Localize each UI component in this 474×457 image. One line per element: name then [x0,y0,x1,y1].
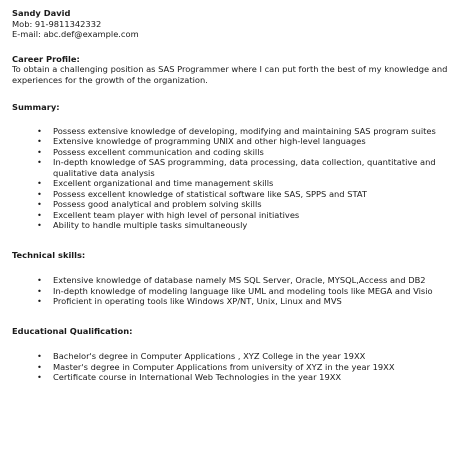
list-item: • Possess excellent knowledge of statistical software like SAS, SPPS and STAT [12,189,468,200]
list-item: • Possess extensive knowledge of developing, modifying and maintaining SAS program suites [12,126,468,137]
career-profile-section [12,54,468,86]
list-item: • Possess excellent communication and coding skills [12,147,468,158]
contact-block [12,8,468,40]
candidate-name: Sandy David [12,8,71,18]
education-heading: Educational Qualification: [12,325,133,336]
list-item: • Bachelor's degree in Computer Applications , XYZ College in the year 19XX [12,351,468,362]
career-profile-heading: Career Profile: [12,53,80,64]
education-list [12,351,468,383]
education-section [12,326,468,383]
career-profile-text: To obtain a challenging position as SAS Programmer where I can put forth the best of my knowledge and experiences for the growth of the organization. [12,64,448,85]
list-item: • Excellent organizational and time management skills [12,178,468,189]
list-item: • Possess good analytical and problem solving skills [12,199,468,210]
mobile-number: Mob: 91-9811342332 [12,18,102,29]
list-item: • Extensive knowledge of database namely MS SQL Server, Oracle, MYSQL,Access and DB2 [12,275,468,286]
list-item: • Excellent team player with high level of personal initiatives [12,210,468,221]
list-item: • Certificate course in International Web Technologies in the year 19XX [12,372,468,383]
technical-skills-section [12,250,468,307]
list-item: • Proficient in operating tools like Windows XP/NT, Unix, Linux and MVS [12,296,468,307]
summary-list [12,126,468,231]
list-item: • Master's degree in Computer Applications from university of XYZ in the year 19XX [12,362,468,373]
technical-skills-list [12,275,468,307]
technical-skills-heading: Technical skills: [12,249,86,260]
list-item: • Extensive knowledge of programming UNIX and other high-level languages [12,136,468,147]
list-item: • In-depth knowledge of modeling language like UML and modeling tools like MEGA and Visio [12,286,468,297]
summary-section [12,102,468,231]
list-item: • Ability to handle multiple tasks simultaneously [12,220,468,231]
list-item: • In-depth knowledge of SAS programming, data processing, data collection, quantitative and qualitative data analysis [12,157,468,178]
summary-heading: Summary: [12,102,60,112]
email-address: E-mail: abc.def@example.com [12,29,139,39]
